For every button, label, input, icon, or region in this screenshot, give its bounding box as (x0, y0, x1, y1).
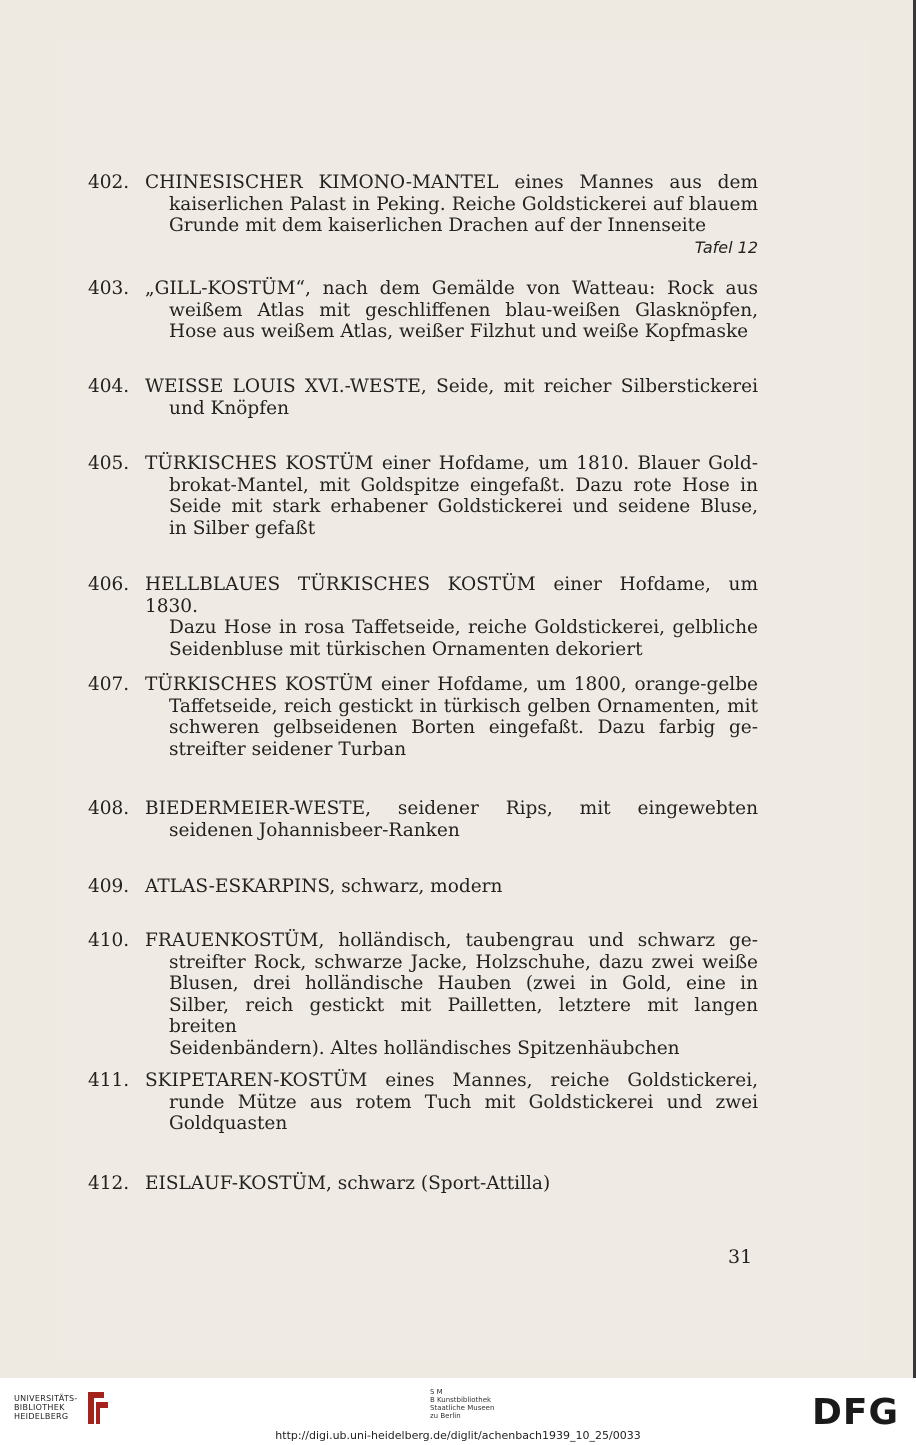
catalog-entry (88, 930, 758, 1059)
smb-line: B Kunstbibliothek (430, 1396, 492, 1404)
smb-line: Staatliche Museen (430, 1404, 495, 1412)
entry-continuation (145, 475, 758, 540)
catalog-entry (88, 574, 758, 660)
source-url-link[interactable]: http://digi.ub.uni-heidelberg.de/diglit/achenbach1939_10_25/0033 (275, 1429, 641, 1442)
entry-line: Blusen, drei holländische Hauben (zwei in Gold, eine in (169, 973, 758, 994)
entry-first-line: HELLBLAUES TÜRKISCHES KOSTÜM einer Hofdame, um 1830. (145, 574, 758, 617)
entry-text (145, 930, 758, 1059)
smb-kunstbibliothek-label (430, 1388, 494, 1420)
entry-line: Seidenbluse mit türkischen Ornamenten dekoriert (169, 638, 643, 660)
entry-text (145, 376, 758, 419)
university-line: UNIVERSITÄTS- (14, 1394, 78, 1403)
entry-first-line: TÜRKISCHES KOSTÜM einer Hofdame, um 1810. Blauer Gold- (145, 453, 758, 474)
entry-number: 406. (88, 574, 130, 595)
entry-continuation (145, 1092, 758, 1135)
entry-line: und Knöpfen (169, 397, 289, 419)
entry-number: 403. (88, 278, 130, 299)
catalog-entry (88, 278, 758, 343)
catalog-entry (88, 798, 758, 841)
entry-continuation (145, 398, 758, 420)
entry-text (145, 453, 758, 539)
entry-line: kaiserlichen Palast in Peking. Reiche Goldstickerei auf blauem (169, 193, 758, 215)
entry-first-line: „GILL-KOSTÜM“, nach dem Gemälde von Watteau: Rock aus (145, 278, 758, 299)
university-line: HEIDELBERG (14, 1412, 69, 1421)
entry-text (145, 1173, 758, 1195)
entry-number: 412. (88, 1173, 130, 1194)
entry-continuation (145, 617, 758, 660)
catalog-entry (88, 876, 758, 898)
entry-number: 407. (88, 674, 130, 695)
entry-text (145, 172, 758, 258)
entry-line: Seide mit stark erhabener Goldstickerei und seidene Bluse, (169, 496, 758, 517)
catalog-entry (88, 172, 758, 258)
entry-first-line: FRAUENKOSTÜM, holländisch, taubengrau und schwarz ge- (145, 930, 758, 951)
entry-line: Seidenbändern). Altes holländisches Spitzenhäubchen (169, 1037, 680, 1059)
catalog-entry (88, 376, 758, 419)
entry-continuation (145, 820, 758, 842)
entry-text (145, 1070, 758, 1135)
entry-first-line: TÜRKISCHES KOSTÜM einer Hofdame, um 1800, orange-gelbe (145, 674, 758, 695)
entry-line: Goldquasten (169, 1113, 288, 1134)
entry-line: seidenen Johannisbeer-Ranken (169, 819, 460, 841)
entry-number: 402. (88, 172, 130, 193)
entry-text (145, 574, 758, 660)
catalog-entry (88, 1070, 758, 1135)
smb-line: zu Berlin (430, 1412, 461, 1420)
entry-line: weißem Atlas mit geschliffenen blau-weißen Glasknöpfen, (169, 299, 758, 321)
entry-line: brokat-Mantel, mit Goldspitze eingefaßt. Dazu rote Hose in (169, 474, 758, 496)
entry-continuation (145, 194, 758, 259)
entry-first-line: ATLAS-ESKARPINS, schwarz, modern (145, 876, 503, 897)
entry-first-line: CHINESISCHER KIMONO-MANTEL eines Mannes aus dem (145, 172, 758, 193)
entry-line: runde Mütze aus rotem Tuch mit Goldstickerei und zwei (169, 1091, 758, 1113)
entry-line: Taffetseide, reich gestickt in türkisch gelben Ornamenten, mit (169, 695, 758, 717)
entry-number: 405. (88, 453, 130, 474)
catalog-entry (88, 674, 758, 760)
entry-continuation (145, 300, 758, 343)
entry-first-line: SKIPETAREN-KOSTÜM eines Mannes, reiche Goldstickerei, (145, 1070, 758, 1091)
entry-number: 404. (88, 376, 130, 397)
entry-line: in Silber gefaßt (169, 517, 316, 539)
entry-number: 409. (88, 876, 130, 897)
university-line: BIBLIOTHEK (14, 1403, 65, 1412)
entry-text (145, 278, 758, 343)
page-number: 31 (728, 1246, 753, 1268)
entry-line: Grunde mit dem kaiserlichen Drachen auf der Innenseite (169, 215, 707, 236)
entry-line: Dazu Hose in rosa Taffetseide, reiche Goldstickerei, gelbliche (169, 617, 758, 638)
entry-first-line: WEISSE LOUIS XVI.-WESTE, Seide, mit reicher Silberstickerei (145, 376, 758, 397)
entry-line: streifter Rock, schwarze Jacke, Holzschuhe, dazu zwei weiße (169, 951, 758, 973)
university-logo-icon (84, 1388, 112, 1428)
entry-text (145, 798, 758, 841)
entry-line: Hose aus weißem Atlas, weißer Filzhut und weiße Kopfmaske (169, 321, 749, 342)
entry-number: 408. (88, 798, 130, 819)
entry-number: 411. (88, 1070, 130, 1091)
entry-number: 410. (88, 930, 130, 951)
plate-reference: Tafel 12 (694, 237, 758, 257)
entry-text (145, 674, 758, 760)
entry-continuation (145, 696, 758, 761)
entry-line: schweren gelbseidenen Borten eingefaßt. Dazu farbig ge- (169, 717, 758, 738)
entry-text (145, 876, 758, 898)
entry-line: Silber, reich gestickt mit Pailletten, letztere mit langen breiten (169, 994, 758, 1037)
dfg-logo: DFG (812, 1392, 900, 1433)
university-library-label (14, 1394, 78, 1421)
catalog-entry (88, 1173, 758, 1195)
entry-first-line: EISLAUF-KOSTÜM, schwarz (Sport-Attilla) (145, 1173, 551, 1194)
entry-first-line: BIEDERMEIER-WESTE, seidener Rips, mit eingewebten (145, 798, 758, 819)
catalog-entry (88, 453, 758, 539)
entry-continuation (145, 952, 758, 1060)
smb-line: S M (430, 1388, 443, 1396)
entry-line: streifter seidener Turban (169, 738, 407, 760)
